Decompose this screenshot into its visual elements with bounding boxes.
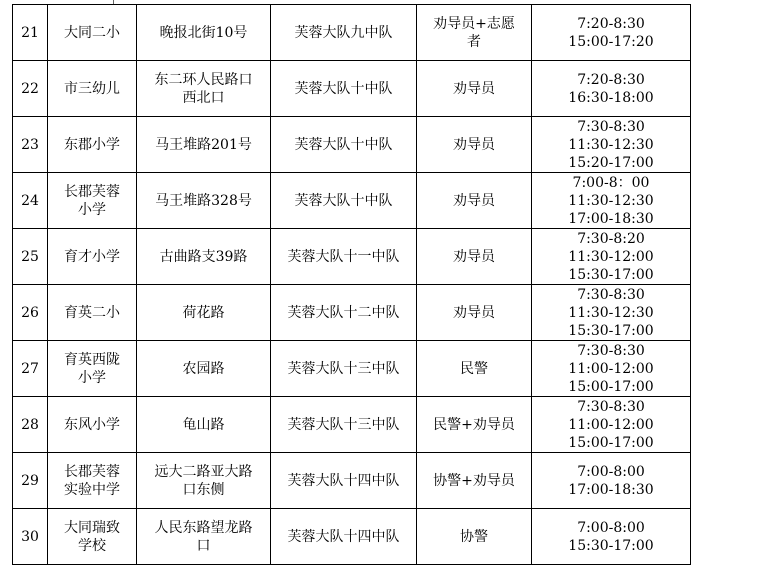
responsible-unit: 芙蓉大队九中队 [271,5,417,61]
table-row [13,173,691,229]
table-row [13,117,691,173]
table-row [13,229,691,285]
school-name: 育英二小 [48,285,137,341]
table-row [13,5,691,61]
row-number: 27 [13,341,48,397]
duty-staff: 民警+劝导员 [417,397,532,453]
duty-time: 7:30-8:30 11:30-12:30 15:20-17:00 [532,117,691,173]
duty-staff: 劝导员+志愿 者 [417,5,532,61]
duty-time: 7:30-8:30 11:30-12:30 15:30-17:00 [532,285,691,341]
responsible-unit: 芙蓉大队十三中队 [271,341,417,397]
duty-staff: 劝导员 [417,61,532,117]
table-row [13,285,691,341]
responsible-unit: 芙蓉大队十中队 [271,117,417,173]
school-name: 东风小学 [48,397,137,453]
location: 晚报北街10号 [137,5,271,61]
duty-staff: 劝导员 [417,229,532,285]
duty-staff: 劝导员 [417,285,532,341]
school-name: 大同瑞致 学校 [48,509,137,565]
location: 东二环人民路口 西北口 [137,61,271,117]
responsible-unit: 芙蓉大队十二中队 [271,285,417,341]
responsible-unit: 芙蓉大队十中队 [271,173,417,229]
table-row [13,341,691,397]
row-number: 28 [13,397,48,453]
location: 远大二路亚大路 口东侧 [137,453,271,509]
row-number: 26 [13,285,48,341]
school-name: 市三幼儿 [48,61,137,117]
location: 马王堆路201号 [137,117,271,173]
row-number: 24 [13,173,48,229]
duty-time: 7:30-8:20 11:30-12:00 15:30-17:00 [532,229,691,285]
location: 农园路 [137,341,271,397]
location: 马王堆路328号 [137,173,271,229]
table-row [13,61,691,117]
duty-time: 7:00-8:00 17:00-18:30 [532,453,691,509]
duty-staff: 劝导员 [417,173,532,229]
responsible-unit: 芙蓉大队十四中队 [271,453,417,509]
responsible-unit: 芙蓉大队十一中队 [271,229,417,285]
table-body [13,5,691,565]
row-number: 30 [13,509,48,565]
row-number: 21 [13,5,48,61]
responsible-unit: 芙蓉大队十中队 [271,61,417,117]
table-row [13,453,691,509]
duty-time: 7:20-8:30 15:00-17:20 [532,5,691,61]
table-row [13,397,691,453]
row-number: 25 [13,229,48,285]
responsible-unit: 芙蓉大队十三中队 [271,397,417,453]
location: 龟山路 [137,397,271,453]
school-name: 大同二小 [48,5,137,61]
duty-time: 7:00-8：00 11:30-12:30 17:00-18:30 [532,173,691,229]
table-row [13,509,691,565]
duty-time: 7:30-8:30 11:00-12:00 15:00-17:00 [532,341,691,397]
location: 人民东路望龙路 口 [137,509,271,565]
row-number: 22 [13,61,48,117]
school-name: 育才小学 [48,229,137,285]
duty-staff: 民警 [417,341,532,397]
responsible-unit: 芙蓉大队十四中队 [271,509,417,565]
duty-time: 7:30-8:30 11:00-12:00 15:00-17:00 [532,397,691,453]
duty-staff: 协警 [417,509,532,565]
duty-staff: 劝导员 [417,117,532,173]
row-number: 29 [13,453,48,509]
duty-schedule-table [12,4,691,565]
school-name: 长郡芙蓉 小学 [48,173,137,229]
school-name: 长郡芙蓉 实验中学 [48,453,137,509]
school-name: 育英西陇 小学 [48,341,137,397]
school-name: 东郡小学 [48,117,137,173]
duty-staff: 协警+劝导员 [417,453,532,509]
location: 古曲路支39路 [137,229,271,285]
location: 荷花路 [137,285,271,341]
row-number: 23 [13,117,48,173]
duty-time: 7:20-8:30 16:30-18:00 [532,61,691,117]
duty-time: 7:00-8:00 15:30-17:00 [532,509,691,565]
